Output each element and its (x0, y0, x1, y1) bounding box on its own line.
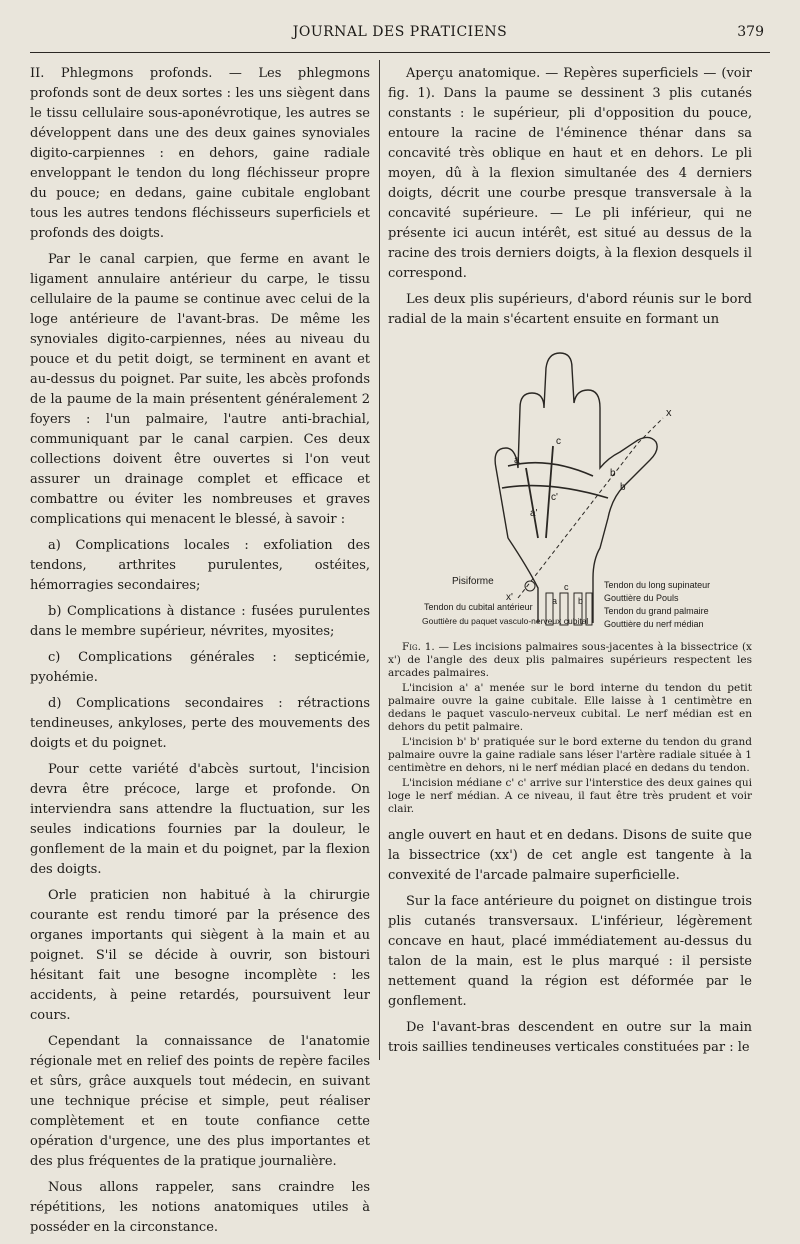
paragraph: De l'avant-bras descendent en outre sur la main trois saillies tendineuses verticales constituées par : le (388, 1020, 752, 1055)
list-item: d) Complications secondaires : rétractions tendineuses, ankyloses, perte des mouvements des doigts et du poignet. (30, 696, 370, 751)
paragraph: angle ouvert en haut et en dedans. Disons de suite que la bissectrice (xx') de cet angle est tangente à la convexité de l'arcade palmaire superficielle. (388, 828, 752, 883)
label-nerf-median: Gouttière du nerf médian (604, 619, 704, 628)
journal-title: JOURNAL DES PRATICIENS (292, 24, 508, 40)
label-cubital: Tendon du cubital antérieur (424, 602, 533, 612)
list-item: b) Complications à distance : fusées purulentes dans le membre supérieur, névrites, myosites; (30, 604, 370, 639)
right-column (388, 64, 752, 1064)
caption-first (388, 641, 752, 680)
label-inner-a: a (552, 596, 558, 606)
bottom-text (388, 826, 752, 1058)
caption-label: Fig. 1. (402, 641, 435, 653)
page-number: 379 (737, 24, 764, 40)
paragraph: Aperçu anatomique. — Repères superficiels — (voir fig. 1). Dans la paume se dessinent 3 plis cutanés constants : le supérieur, pli d'opposition du pouce, entoure la racine de l'éminence thénar dans sa concavité très oblique en haut et en dehors. Le pli moyen, dû à la flexion simultanée des 4 derniers doigts, décrit une courbe presque transversale à la concavité supérieure. — Le pli inférieur, qui ne présente ici aucun intérêt, est situé au dessus de la racine des trois derniers doigts, à la flexion desquels il correspond. (388, 66, 752, 281)
label-pisiforme: Pisiforme (452, 576, 494, 587)
figure-caption (388, 641, 752, 816)
bisectrix-extension (638, 418, 663, 443)
running-header (30, 18, 770, 53)
label-grand-palmaire: Tendon du grand palmaire (604, 606, 709, 616)
paragraph: Sur la face antérieure du poignet on distingue trois plis cutanés transversaux. L'inférieur, légèrement concave en haut, placé immédiatement au-dessus du talon de la main, est le plus marqué : il persiste nettement quand la région est déformée par le gonflement. (388, 894, 752, 1009)
paragraph: Nous allons rappeler, sans craindre les répétitions, les notions anatomiques utiles à posséder en la circonstance. (30, 1180, 370, 1235)
label-a-prime: a' (530, 508, 538, 519)
paragraph: Cependant la connaissance de l'anatomie régionale met en relief des points de repère faciles et sûrs, grâce auxquels tout médecin, en suivant une technique précise et simple, peut réaliser complètement et en toute confiance cette opération d'urgence, une des plus importantes et des plus fréquentes de la pratique journalière. (30, 1034, 370, 1169)
caption-paragraph: L'incision a' a' menée sur le bord interne du tendon du petit palmaire ouvre la gaine cubitale. Elle laisse à 1 centimètre en dedans le paquet vasculo-nerveux cubital. Le nerf médian est en dehors du petit palmaire. (388, 682, 752, 733)
caption-paragraph: L'incision médiane c' c' arrive sur l'interstice des deux gaines qui loge le nerf médian. A ce niveau, il faut être très prudent et voir clair. (388, 777, 752, 815)
list-item: c) Complications générales : septicémie, pyohémie. (30, 650, 370, 685)
label-x-top: x (666, 407, 672, 419)
label-gouttiere-paquet: Gouttière du paquet vasculo-nerveux cubital (422, 616, 589, 626)
paragraph: Les deux plis supérieurs, d'abord réunis sur le bord radial de la main s'écartent ensuite en formant un (388, 292, 752, 327)
incision-a (526, 468, 538, 538)
label-b: b (610, 468, 616, 479)
figure-hand-diagram (388, 348, 752, 628)
label-b-prime: b (620, 482, 626, 493)
label-x-bottom: x' (506, 592, 513, 603)
label-long-supinateur: Tendon du long supinateur (604, 580, 711, 590)
bisectrix-line (518, 443, 638, 598)
pisiforme-mark (525, 581, 535, 591)
label-inner-c: c (564, 582, 569, 592)
label-a: a (514, 455, 520, 466)
paragraph: Orle praticien non habitué à la chirurgie courante est rendu timoré par la présence des organes importants qui siègent à la main et au poignet. S'il se décide à ouvrir, son bistouri hésitant fait une besogne incomplète : les accidents, à peine retardés, poursuivent leur cours. (30, 888, 370, 1023)
label-c-prime: c' (551, 492, 558, 503)
label-inner-b: b (578, 596, 584, 606)
column-divider (379, 60, 380, 1060)
list-item: a) Complications locales : exfoliation des tendons, arthrites purulentes, ostéites, hémorragies secondaires; (30, 538, 370, 593)
paragraph: Par le canal carpien, que ferme en avant le ligament annulaire antérieur du carpe, le tissu cellulaire de la paume se continue avec celui de la loge antérieure de l'avant-bras. De même les synoviales digito-carpiennes, nées au niveau du pouce et du petit doigt, se terminent en avant et au-dessus du poignet. Par suite, les abcès profonds de la paume de la main présentent généralement 2 foyers : l'un palmaire, l'autre anti-brachial, communiquant par le canal carpien. Ces deux collections doivent être ouvertes si l'on veut assurer un drainage complet et efficace et combattre ou éviter les nombreuses et graves complications qui menacent le blessé, à savoir : (30, 252, 370, 527)
caption-text: — Les incisions palmaires sous-jacentes à la bissectrice (x x') de l'angle des deux plis palmaires supérieurs respectent les arcades palmaires. (388, 641, 752, 679)
paragraph: II. Phlegmons profonds. — Les phlegmons profonds sont de deux sortes : les uns siègent dans le tissu cellulaire sous-aponévrotique, les autres se développent dans une des deux gaines synoviales digito-carpiennes : en dehors, gaine radiale enveloppant le tendon du long fléchisseur propre du pouce; en dedans, gaine cubitale englobant tous les autres tendons fléchisseurs superficiels et profonds des doigts. (30, 66, 370, 241)
paragraph: Pour cette variété d'abcès surtout, l'incision devra être précoce, large et profonde. On interviendra sans attendre la fluctuation, sur les seules indications fournies par la douleur, le gonflement de la main et du poignet, par la flexion des doigts. (30, 762, 370, 877)
label-pouls: Gouttière du Pouls (604, 593, 679, 603)
left-column (30, 64, 370, 1244)
caption-paragraph: L'incision b' b' pratiquée sur le bord externe du tendon du grand palmaire ouvre la gaine radiale sans léser l'artère radiale située à 1 centimètre en dehors, ni le nerf médian placé en dedans du tendon. (388, 736, 752, 774)
label-c: c (556, 436, 561, 447)
